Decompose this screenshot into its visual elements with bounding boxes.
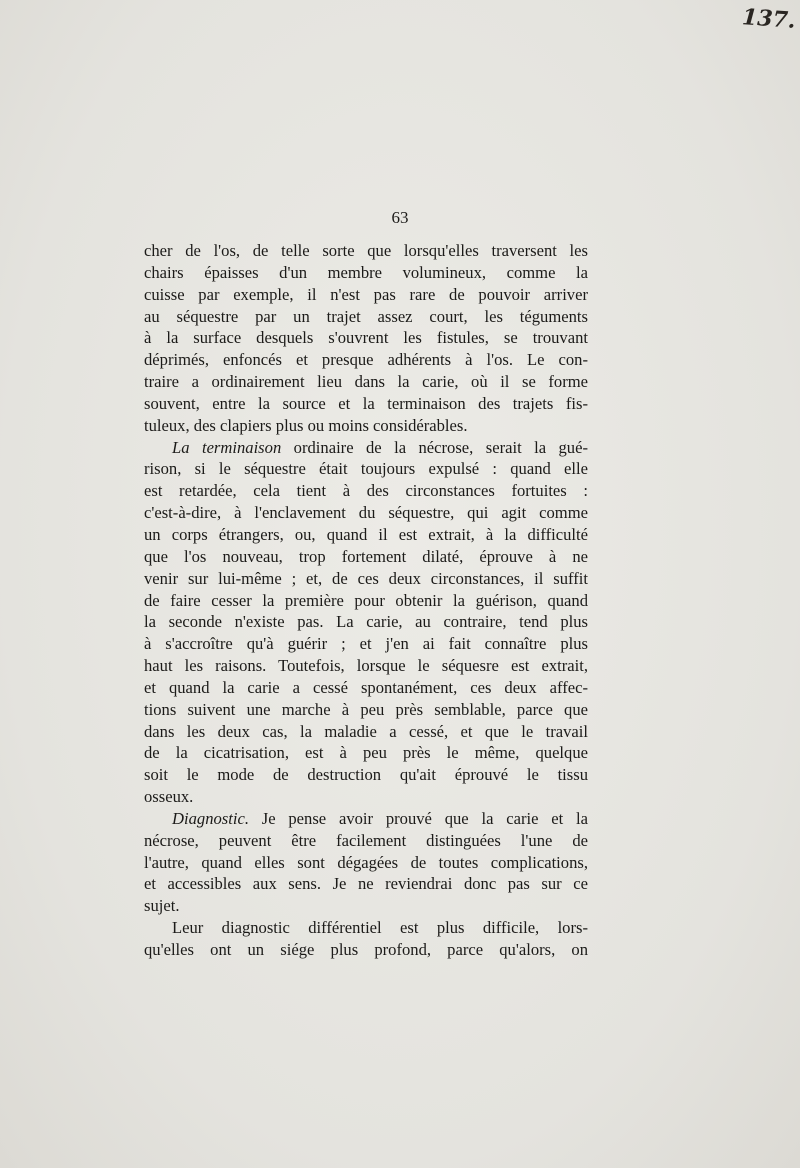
text-line: [144, 437, 588, 459]
text-line: traire a ordinairement lieu dans la carie, où il se forme: [144, 372, 588, 392]
text-line: haut les raisons. Toutefois, lorsque le séquesre est extrait,: [144, 656, 588, 676]
text-line: que l'os nouveau, trop fortement dilaté, éprouve à ne: [144, 546, 588, 566]
text-line: déprimés, enfoncés et presque adhérents à l'os. Le con-: [144, 350, 588, 370]
text-line: c'est-à-dire, à l'enclavement du séquestre, qui agit comme: [144, 503, 588, 523]
text-line: de la cicatrisation, est à peu près le même, quelque: [144, 743, 588, 763]
text-line: de faire cesser la première pour obtenir la guérison, quand: [144, 590, 588, 610]
text-line: tions suivent une marche à peu près semblable, parce que: [144, 699, 588, 719]
text-line: venir sur lui-même ; et, de ces deux circonstances, il suffit: [144, 568, 588, 588]
text-line: un corps étrangers, ou, quand il est extrait, à la difficulté: [144, 524, 588, 544]
text-line: à s'accroître qu'à guérir ; et j'en ai fait connaître plus: [144, 634, 588, 654]
text-line: est retardée, cela tient à des circonstances fortuites :: [144, 481, 588, 501]
handwritten-folio-number: 137.: [741, 4, 797, 34]
text-line: rison, si le séquestre était toujours expulsé : quand elle: [144, 459, 588, 479]
text-line-rest: ordinaire de la nécrose, serait la gué-: [281, 437, 588, 457]
text-line: osseux.: [144, 787, 194, 807]
text-line: Leur diagnostic différentiel est plus difficile, lors-: [172, 918, 588, 938]
text-line: à la surface desquels s'ouvrent les fistules, se trouvant: [144, 328, 588, 348]
body-text: [144, 240, 588, 961]
text-line: soit le mode de destruction qu'ait éprouvé le tissu: [144, 765, 588, 785]
text-line: au séquestre par un trajet assez court, les téguments: [144, 306, 588, 326]
text-line: cuisse par exemple, il n'est pas rare de pouvoir arriver: [144, 284, 588, 304]
text-line: sujet.: [144, 896, 180, 916]
text-line: la seconde n'existe pas. La carie, au contraire, tend plus: [144, 612, 588, 632]
section-lead-diagnostic: Diagnostic.: [172, 808, 249, 828]
text-line: chairs épaisses d'un membre volumineux, comme la: [144, 262, 588, 282]
text-line: [144, 808, 588, 830]
text-line: cher de l'os, de telle sorte que lorsqu'elles traversent les: [144, 241, 588, 260]
text-line: nécrose, peuvent être facilement distinguées l'une de: [144, 830, 588, 850]
text-line: et accessibles aux sens. Je ne reviendrai donc pas sur ce: [144, 874, 588, 894]
text-line: qu'elles ont un siége plus profond, parce qu'alors, on: [144, 940, 588, 959]
text-line: et quand la carie a cessé spontanément, ces deux affec-: [144, 677, 588, 697]
text-line: dans les deux cas, la maladie a cessé, et que le travail: [144, 721, 588, 741]
text-line-rest: Je pense avoir prouvé que la carie et la: [248, 808, 588, 828]
text-line: l'autre, quand elles sont dégagées de toutes complications,: [144, 852, 588, 872]
page-number: 63: [391, 208, 409, 227]
text-line: tuleux, des clapiers plus ou moins considérables.: [144, 415, 468, 435]
text-line: souvent, entre la source et la terminaison des trajets fis-: [144, 393, 588, 413]
section-lead-terminaison: La terminaison: [172, 437, 282, 457]
